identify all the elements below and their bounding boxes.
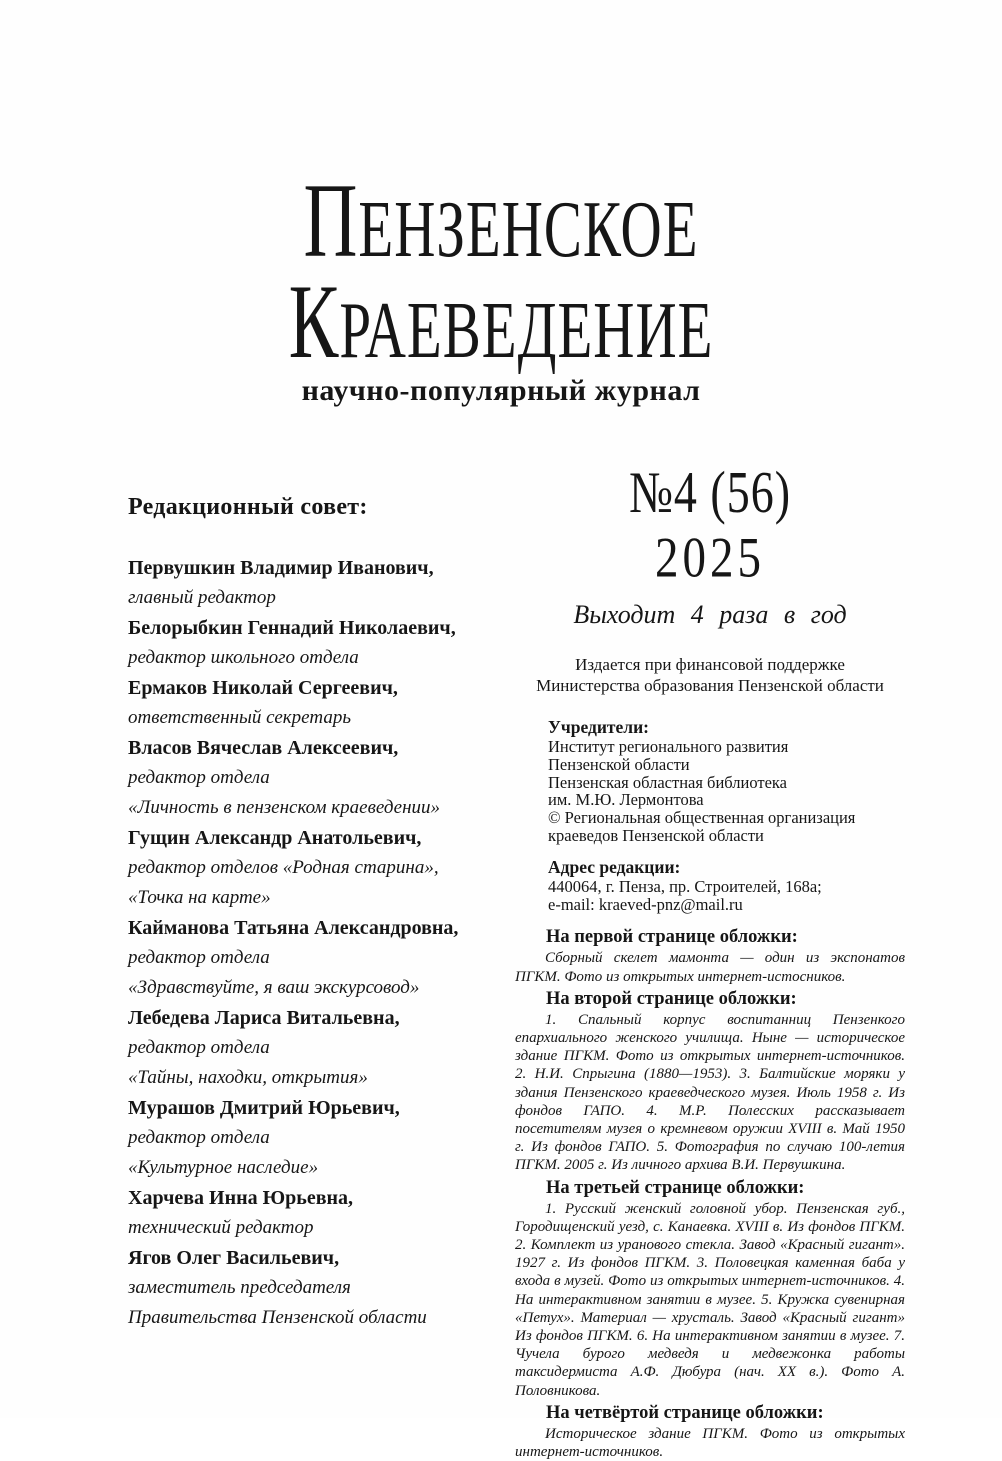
journal-title-line-2: КРАЕВЕДЕНИЕ bbox=[288, 263, 714, 381]
address-heading: Адрес редакции: bbox=[548, 856, 681, 877]
member-role: главный редактор bbox=[128, 587, 276, 608]
member-role: ответственный секретарь bbox=[128, 707, 351, 728]
cover-note-section bbox=[515, 1177, 905, 1400]
cover-note-heading: На третьей странице обложки: bbox=[546, 1177, 805, 1198]
member-role: «Точка на карте» bbox=[128, 887, 271, 908]
board-member bbox=[128, 913, 500, 1003]
journal-subtitle: научно-популярный журнал bbox=[301, 374, 701, 407]
founders-line: краеведов Пензенской области bbox=[548, 825, 764, 845]
member-role: редактор отдела bbox=[128, 1037, 270, 1058]
member-name: Первушкин Владимир Иванович, bbox=[128, 557, 434, 579]
board-member bbox=[128, 613, 500, 673]
member-role: технический редактор bbox=[128, 1217, 314, 1238]
cover-note-section bbox=[515, 988, 905, 1175]
member-role: заместитель председателя bbox=[128, 1277, 351, 1298]
issue-info-column bbox=[515, 459, 905, 1461]
issue-number: №4 (56) bbox=[628, 459, 792, 525]
member-name: Белорыбкин Геннадий Николаевич, bbox=[128, 617, 456, 639]
member-role: «Здравствуйте, я ваш экскурсовод» bbox=[128, 977, 420, 998]
cover-note-text: Историческое здание ПГКМ. Фото из открытых интернет-источников. bbox=[515, 1425, 905, 1461]
address-line: 440064, г. Пенза, пр. Строителей, 168а; bbox=[548, 876, 822, 896]
support-line: Издается при финансовой поддержке bbox=[575, 655, 845, 674]
editorial-board bbox=[128, 492, 500, 1333]
cover-note-section bbox=[515, 926, 905, 985]
member-name: Власов Вячеслав Алексеевич, bbox=[128, 737, 399, 759]
founders-line: Пензенская областная библиотека bbox=[548, 772, 787, 792]
cover-note-section bbox=[515, 1402, 905, 1461]
address-email: e-mail: kraeved-pnz@mail.ru bbox=[548, 894, 743, 914]
founders-line: им. М.Ю. Лермонтова bbox=[548, 790, 704, 810]
member-name: Ермаков Николай Сергеевич, bbox=[128, 677, 398, 699]
publication-frequency: Выходит 4 раза в год bbox=[573, 600, 847, 629]
support-line: Министерства образования Пензенской области bbox=[536, 676, 884, 695]
member-name: Лебедева Лариса Витальевна, bbox=[128, 1007, 400, 1029]
founders-line: Институт регионального развития bbox=[548, 737, 789, 756]
financial-support-note bbox=[515, 654, 905, 696]
journal-title-line-1: ПЕНЗЕНСКОЕ bbox=[303, 162, 699, 280]
member-name: Гущин Александр Анатольевич, bbox=[128, 827, 422, 849]
cover-note-heading: На четвёртой странице обложки: bbox=[546, 1402, 824, 1423]
member-role: редактор отделов «Родная старина», bbox=[128, 857, 439, 878]
member-role: редактор отдела bbox=[128, 947, 270, 968]
cover-note-text: 1. Русский женский головной убор. Пензенская губ., Городищенский уезд, с. Канаевка. XVIII в. Из фондов ПГКМ. 2. Комплект из уранового стекла. Завод «Красный гигант». 1927 г. Из фондов ПГКМ. 3. Половецкая каменная баба у входа в музей. Фото из открытых интернет-источников. 4. На интерактивном занятии в музее. 5. Кружка сувенирная «Петух». Материал — хрусталь. Завод «Красный гигант» Из фондов ПГКМ. 6. На интерактивном занятии в музее. 7. Чучела бурого медведя и медвежонка работы таксидермиста А.Ф. Дюбура (нач. XX в.). Фото А. Половникова. bbox=[515, 1200, 905, 1399]
member-role: редактор школьного отдела bbox=[128, 647, 359, 668]
board-member bbox=[128, 673, 500, 733]
member-role: «Культурное наследие» bbox=[128, 1157, 319, 1178]
board-member bbox=[128, 1183, 500, 1243]
member-name: Кайманова Татьяна Александровна, bbox=[128, 917, 459, 939]
founders-line: © Региональная общественная организация bbox=[548, 808, 856, 828]
member-name: Мурашов Дмитрий Юрьевич, bbox=[128, 1097, 400, 1119]
board-member bbox=[128, 1243, 500, 1333]
member-name: Ягов Олег Васильевич, bbox=[128, 1247, 340, 1269]
cover-note-heading: На второй странице обложки: bbox=[546, 988, 797, 1009]
editorial-board-heading: Редакционный совет: bbox=[128, 494, 368, 520]
editorial-address-block bbox=[548, 857, 905, 914]
issue-year: 2025 bbox=[655, 526, 765, 590]
founders-block bbox=[548, 717, 905, 845]
board-member bbox=[128, 1093, 500, 1183]
member-role: редактор отдела bbox=[128, 767, 270, 788]
member-name: Харчева Инна Юрьевна, bbox=[128, 1187, 354, 1209]
member-role: «Тайны, находки, открытия» bbox=[128, 1067, 368, 1088]
board-member bbox=[128, 1003, 500, 1093]
cover-notes bbox=[515, 926, 905, 1461]
board-member bbox=[128, 553, 500, 613]
cover-note-text: 1. Спальный корпус воспитанниц Пензенкого епархиального женского училища. Ныне — историческое здание ПГКМ. Фото из открытых интернет-источников. 2. Н.И. Спрыгина (1880—1953). 3. Балтийские моряки у здания Пензенского краеведческого музея. Июль 1958 г. Из фондов ГАПО. 4. М.Р. Полесских рассказывает посетителям музея о кремневом оружии XVIII в. Май 1950 г. Из фондов ГАПО. 5. Фотография по случаю 100-летия ПГКМ. 2005 г. Из личного архива В.И. Первушкина. bbox=[515, 1011, 905, 1174]
cover-note-heading: На первой странице обложки: bbox=[546, 927, 798, 948]
member-role: Правительства Пензенской области bbox=[128, 1307, 427, 1328]
board-member bbox=[128, 733, 500, 823]
cover-note-text: Сборный скелет мамонта — один из экспонатов ПГКМ. Фото из открытых интернет-истосников. bbox=[515, 950, 905, 985]
founders-heading: Учредители: bbox=[548, 717, 650, 737]
board-member bbox=[128, 823, 500, 913]
founders-line: Пензенской области bbox=[548, 754, 690, 774]
member-role: «Личность в пензенском краеведении» bbox=[128, 797, 441, 818]
member-role: редактор отдела bbox=[128, 1127, 270, 1148]
